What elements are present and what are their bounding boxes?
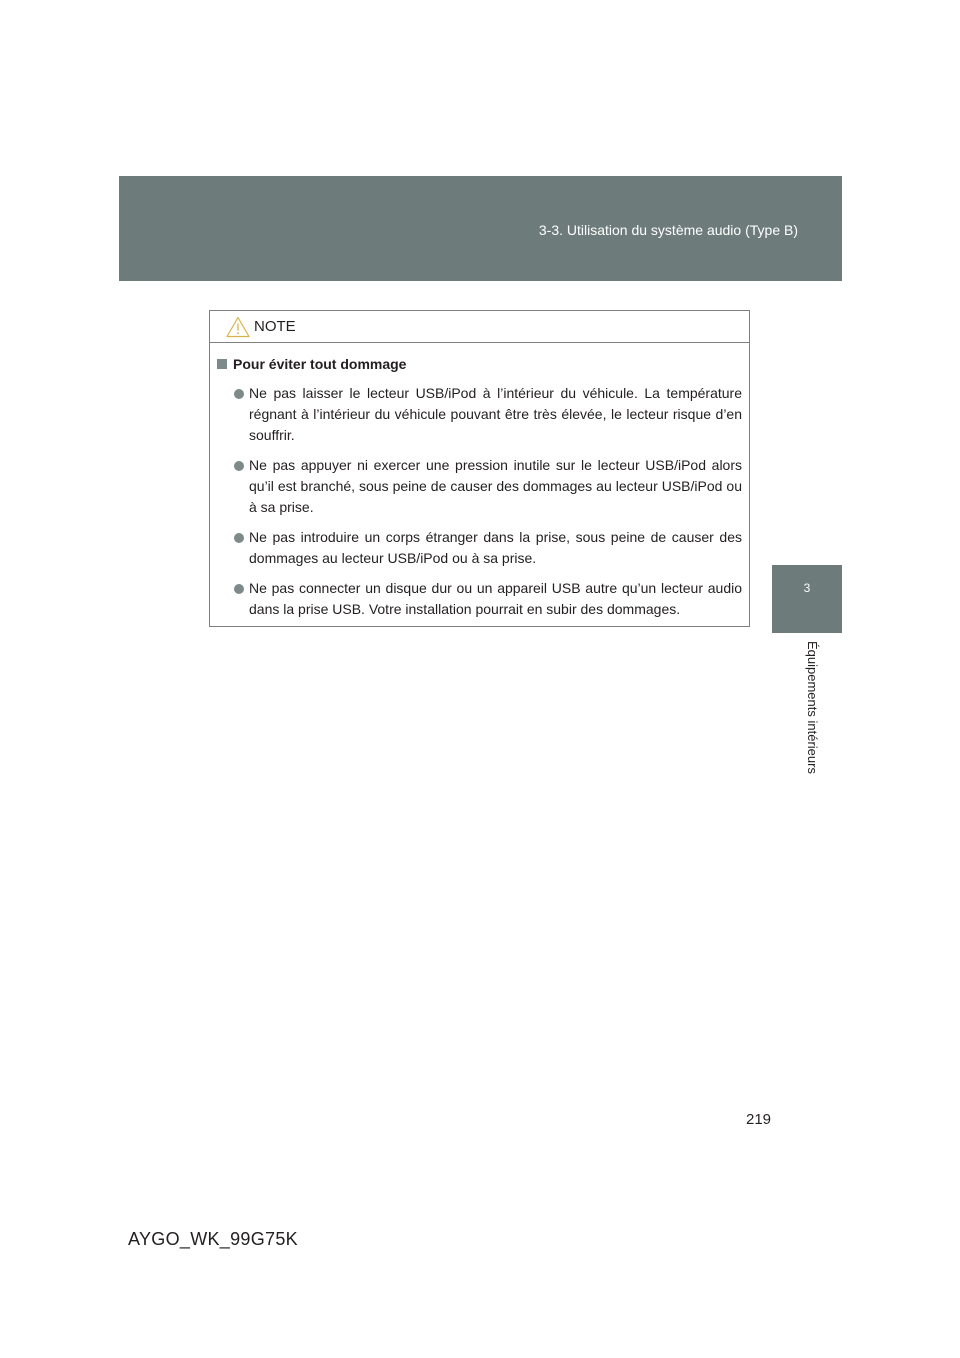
section-header-title: 3-3. Utilisation du système audio (Type B) [538, 222, 798, 238]
list-item-text: Ne pas introduire un corps étranger dans la prise, sous peine de causer des dommages au lecteur USB/iPod ou à sa prise. [249, 529, 742, 566]
circle-bullet-icon [234, 389, 244, 399]
note-body [210, 343, 749, 620]
circle-bullet-icon [234, 584, 244, 594]
note-header [210, 311, 749, 343]
page-number: 219 [746, 1111, 772, 1128]
document-code: AYGO_WK_99G75K [128, 1229, 298, 1249]
list-item [217, 455, 742, 518]
circle-bullet-icon [234, 461, 244, 471]
warning-triangle-icon [226, 316, 250, 338]
list-item-text: Ne pas appuyer ni exercer une pression inutile sur le lecteur USB/iPod alors qu’il est branché, sous peine de causer des dommages au lecteur USB/iPod ou à sa prise. [249, 457, 742, 515]
square-bullet-icon [217, 359, 227, 369]
note-box [209, 310, 750, 627]
list-item-text: Ne pas connecter un disque dur ou un appareil USB autre qu’un lecteur audio dans la prise USB. Votre installation pourrait en subir des dommages. [249, 580, 742, 617]
circle-bullet-icon [234, 533, 244, 543]
bullet-list [217, 383, 742, 620]
list-item [217, 383, 742, 446]
chapter-number-tab: 3 [772, 565, 842, 633]
header-band [119, 176, 842, 281]
note-section-title-text: Pour éviter tout dommage [233, 356, 407, 372]
list-item [217, 578, 742, 620]
list-item-text: Ne pas laisser le lecteur USB/iPod à l’intérieur du véhicule. La température régnant à l’intérieur du véhicule pouvant être très élevée, le lecteur risque d’en souffrir. [249, 385, 742, 443]
chapter-side-label [805, 641, 824, 801]
chapter-side-label-text: Équipements intérieurs [805, 641, 820, 774]
note-title: NOTE [254, 318, 296, 335]
note-section-title [217, 354, 742, 374]
list-item [217, 527, 742, 569]
